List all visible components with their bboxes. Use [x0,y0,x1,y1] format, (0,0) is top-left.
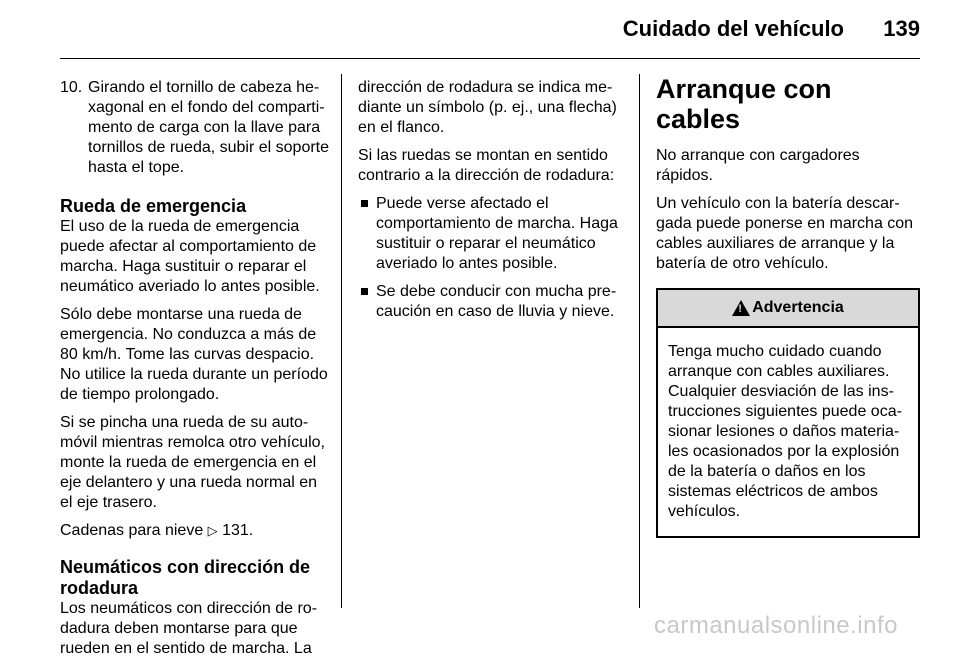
header-rule [60,58,920,59]
numbered-step [60,78,332,178]
reference-text: Cadenas para nieve [60,522,208,539]
warning-header [658,290,918,328]
warning-box [656,288,920,538]
column-1 [60,78,332,667]
paragraph: No arranque con cargadores rápidos. [656,147,860,184]
bullet-square-icon [361,200,368,207]
bullet-square-icon [361,288,368,295]
paragraph: Si las ruedas se montan en sentido contrario a la dirección de rodadura: [358,147,615,184]
paragraph: Sólo debe montarse una rueda de emergencia. No conduzca a más de 80 km/h. Tome las curvas despacio. No utilice la rueda durante un período de tiempo prolongado. [60,306,328,403]
bullet-item [358,194,620,274]
paragraph: Los neumáticos con dirección de rodadura deben montarse para que rueden en el sentido de marcha. La [60,600,318,657]
warning-triangle-icon [732,300,750,316]
snow-chains-reference [60,521,332,541]
bullet-text: Se debe conducir con mucha precaución en caso de lluvia y nieve. [376,283,617,320]
section-heading-jump-start: Arranque con cables [656,74,832,134]
step-text: Girando el tornillo de cabeza hexagonal en el fondo del compartimento de carga con la llave para tornillos de rueda, subir el soporte hasta el tope. [88,79,330,176]
section-heading-directional-tyres: Neumáticos con dirección de rodadura [60,557,311,598]
page-header-title: Cuidado del vehículo [622,16,844,41]
paragraph: El uso de la rueda de emergencia puede afectar al comportamiento de marcha. Haga sustituir o reparar el neumático averiado lo antes posible. [60,218,320,295]
paragraph: Un vehículo con la batería descargada puede ponerse en marcha con cables auxiliares de arranque y la batería de otro vehículo. [656,195,914,272]
section-heading-emergency-wheel: Rueda de emergencia [60,196,247,216]
column-3 [656,74,920,538]
bullet-item [358,282,620,322]
page-number: 139 [883,16,920,41]
column-divider-2 [639,74,640,608]
warning-label: Advertencia [752,299,844,316]
paragraph: Si se pincha una rueda de su automóvil mientras remolca otro vehículo, monte la rueda de emergencia en el eje delantero y una rueda normal en el eje trasero. [60,414,325,511]
watermark: carmanualsonline.info [654,612,898,639]
column-divider-1 [341,74,342,608]
column-2 [358,78,620,330]
step-number: 10. [60,79,83,96]
warning-text: Tenga mucho cuidado cuando arranque con cables auxiliares. Cualquier desviación de las instrucciones siguientes puede ocasionar lesiones o daños materiales ocasionados por la explosión de la batería o daños en los sistemas eléctricos de ambos vehículos. [668,343,902,520]
paragraph: dirección de rodadura se indica mediante un símbolo (p. ej., una flecha) en el flanco. [358,79,617,136]
page-reference-icon: ▷ [207,523,218,538]
reference-page-link[interactable]: 131. [222,522,254,539]
bullet-text: Puede verse afectado el comportamiento de marcha. Haga sustituir o reparar el neumático averiado lo antes posible. [376,195,618,272]
